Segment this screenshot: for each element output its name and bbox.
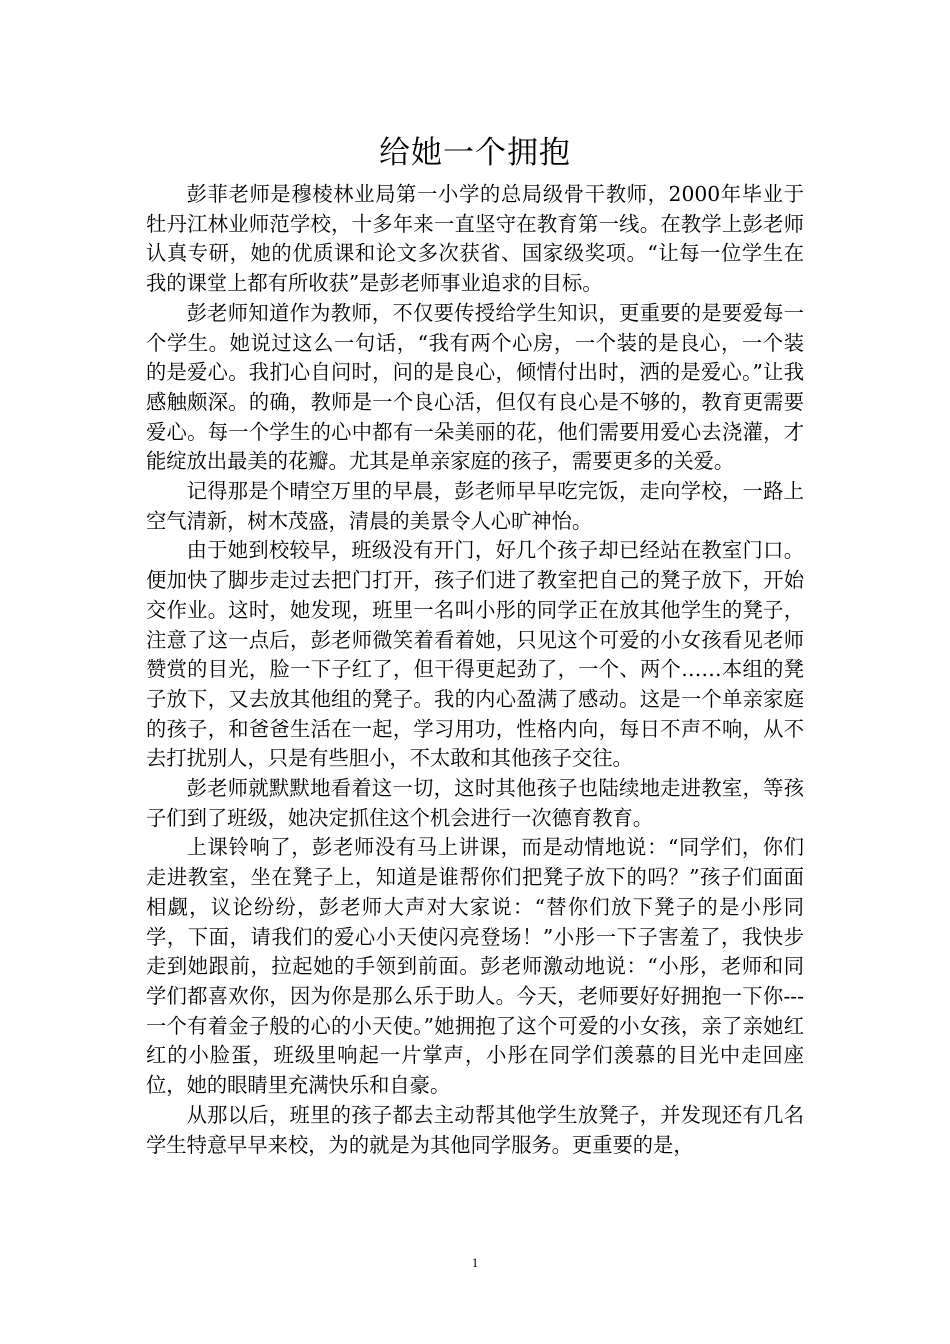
page-number: 1: [471, 1255, 479, 1270]
paragraph-4: 由于她到校较早，班级没有开门，好几个孩子却已经站在教室门口。便加快了脚步走过去把门打开，孩子们进了教室把自己的凳子放下，开始交作业。这时，她发现，班里一名叫小彤的同学正在放其他学生的凳子，注意了这一点后，彭老师微笑着看着她，只见这个可爱的小女孩看见老师赞赏的目光，脸一下子红了，但干得更起劲了，一个、两个……本组的凳子放下，又去放其他组的凳子。我的内心盈满了感动。这是一个单亲家庭的孩子，和爸爸生活在一起，学习用功，性格内向，每日不声不响，从不去打扰别人，只是有些胆小，不太敢和其他孩子交往。: [146, 538, 804, 771]
document-title: 给她一个拥抱: [379, 135, 571, 171]
paragraph-7: 从那以后，班里的孩子都去主动帮其他学生放凳子，并发现还有几名学生特意早早来校，为的就是为其他同学服务。更重要的是，: [146, 1102, 804, 1157]
paragraph-5: 彭老师就默默地看着这一切，这时其他孩子也陆续地走进教室，等孩子们到了班级，她决定抓住这个机会进行一次德育教育。: [146, 776, 804, 830]
paragraph-3: 记得那是个晴空万里的早晨，彭老师早早吃完饭，走向学校，一路上空气清新，树木茂盛，清晨的美景令人心旷神怡。: [146, 479, 804, 533]
document-page: [146, 128, 804, 1160]
paragraph-1: 彭菲老师是穆棱林业局第一小学的总局级骨干教师，2000年毕业于牡丹江林业师范学校，十多年来一直坚守在教育第一线。在教学上彭老师认真专研，她的优质课和论文多次获省、国家级奖项。“让每一位学生在我的课堂上都有所收获”是彭老师事业追求的目标。: [146, 182, 804, 296]
paragraph-6: 上课铃响了，彭老师没有马上讲课，而是动情地说：“同学们，你们走进教室，坐在凳子上，知道是谁帮你们把凳子放下的吗？”孩子们面面相觑，议论纷纷，彭老师大声对大家说：“替你们放下凳子的是小彤同学，下面，请我们的爱心小天使闪亮登场！”小彤一下子害羞了，我快步走到她跟前，拉起她的手领到前面。彭老师激动地说：“小彤，老师和同学们都喜欢你，因为你是那么乐于助人。今天，老师要好好拥抱一下你---一个有着金子般的心的小天使。”她拥抱了这个可爱的小女孩，亲了亲她红红的小脸蛋，班级里响起一片掌声，小彤在同学们羡慕的目光中走回座位，她的眼睛里充满快乐和自豪。: [146, 835, 804, 1098]
paragraph-2: 彭老师知道作为教师，不仅要传授给学生知识，更重要的是要爱每一个学生。她说过这么一句话，“我有两个心房，一个装的是良心，一个装的是爱心。我扪心自问时，问的是良心，倾情付出时，洒的是爱心。”让我感触颇深。的确，教师是一个良心活，但仅有良心是不够的，教育更需要爱心。每一个学生的心中都有一朵美丽的花，他们需要用爱心去浇灌，才能绽放出最美的花瓣。尤其是单亲家庭的孩子，需要更多的关爱。: [146, 300, 804, 474]
